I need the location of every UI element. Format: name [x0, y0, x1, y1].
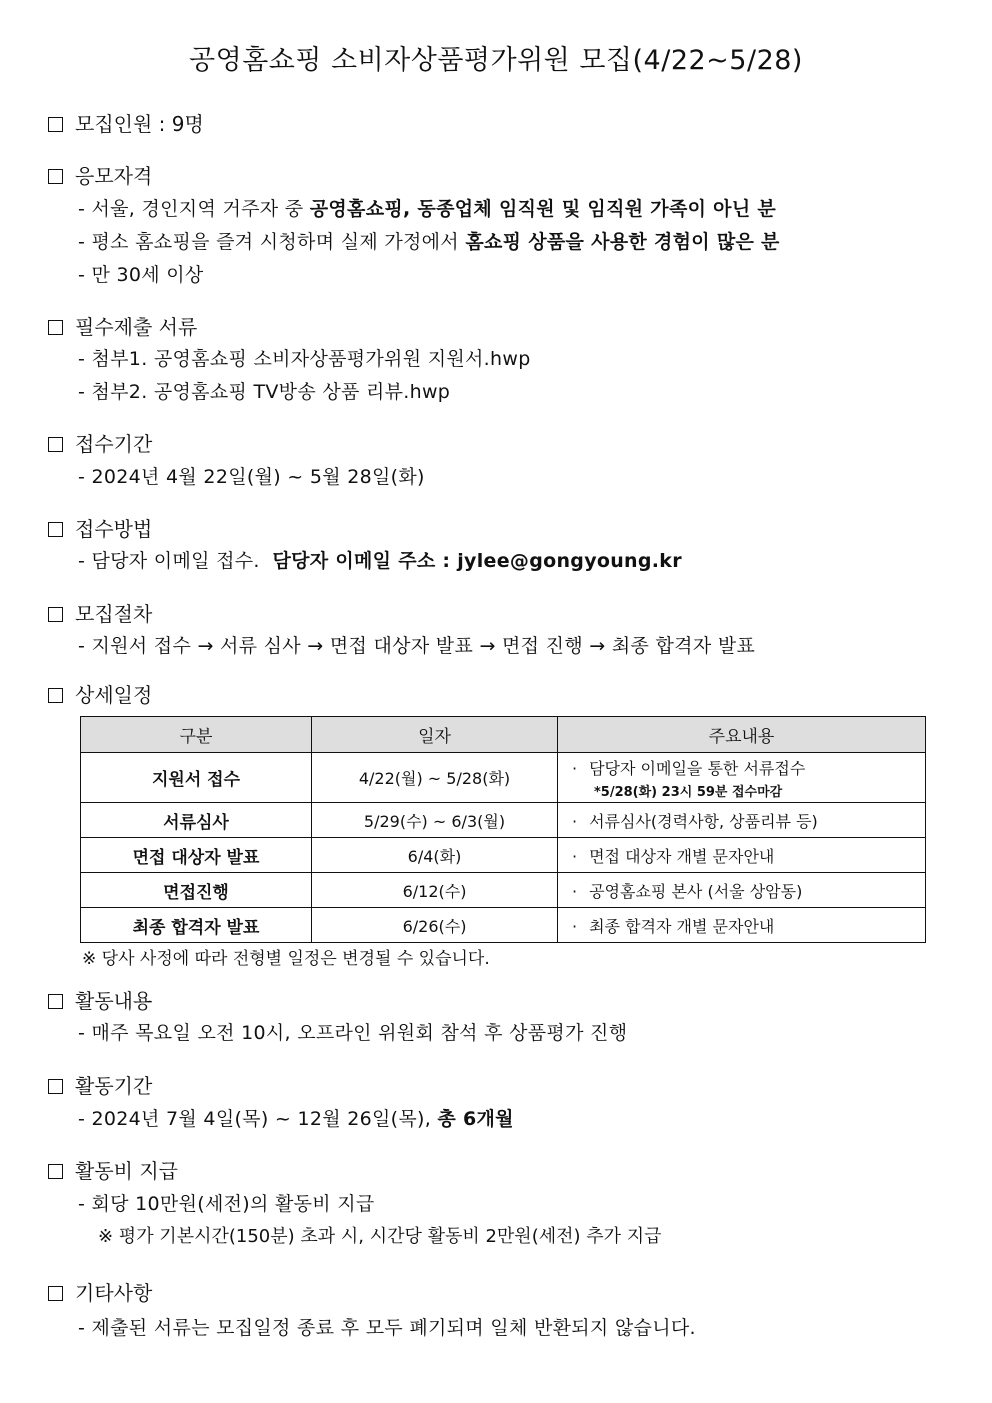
cell-date: 6/4(화) [312, 838, 558, 873]
checkbox-square-icon [48, 169, 63, 184]
section-heading: 접수방법 [75, 517, 153, 541]
header-date: 일자 [312, 717, 558, 753]
content-text: 담당자 이메일을 통한 서류접수 [589, 758, 806, 778]
section-heading: 활동내용 [75, 989, 153, 1013]
section-documents [48, 312, 197, 342]
table-row [81, 753, 926, 803]
method-line-1 [78, 546, 682, 576]
section-heading: 모집절차 [75, 602, 153, 626]
cell-date: 6/12(수) [312, 873, 558, 908]
payment-note: ※ 평가 기본시간(150분) 초과 시, 시간당 활동비 2만원(세전) 추가 지급 [98, 1226, 662, 1247]
cell-content [558, 908, 926, 943]
content-text: 공영홈쇼핑 본사 (서울 상암동) [589, 881, 803, 901]
text: - 2024년 7월 4일(목) ~ 12월 26일(목), [78, 1108, 438, 1130]
section-heading: 기타사항 [75, 1281, 153, 1305]
schedule-note: ※ 당사 사정에 따라 전형별 일정은 변경될 수 있습니다. [82, 949, 490, 969]
cell-content [558, 803, 926, 838]
section-activity-period [48, 1071, 152, 1101]
checkbox-square-icon [48, 522, 63, 537]
cell-stage: 면접진행 [81, 873, 312, 908]
checkbox-square-icon [48, 320, 63, 335]
checkbox-square-icon [48, 688, 63, 703]
qualification-line-1 [78, 194, 776, 224]
text: - 서울, 경인지역 거주자 중 [78, 198, 310, 220]
checkbox-square-icon [48, 1286, 63, 1301]
table-header-row [81, 717, 926, 753]
cell-stage: 서류심사 [81, 803, 312, 838]
activity-period-line-1 [78, 1104, 514, 1134]
table-row [81, 873, 926, 908]
email-text: 담당자 이메일 주소 : jylee@gongyoung.kr [272, 550, 682, 572]
section-heading: 응모자격 [75, 164, 153, 188]
content-text: 최종 합격자 개별 문자안내 [589, 916, 775, 936]
cell-stage: 최종 합격자 발표 [81, 908, 312, 943]
bullet-dot: · [572, 846, 578, 866]
checkbox-square-icon [48, 1079, 63, 1094]
section-qualification [48, 161, 152, 191]
table-row [81, 803, 926, 838]
checkbox-square-icon [48, 117, 63, 132]
section-heading: 필수제출 서류 [75, 315, 198, 339]
schedule-table [80, 716, 926, 943]
table-row [81, 908, 926, 943]
section-activity [48, 986, 152, 1016]
section-period [48, 429, 152, 459]
period-line-1: - 2024년 4월 22일(월) ~ 5월 28일(화) [78, 466, 425, 488]
checkbox-square-icon [48, 607, 63, 622]
bullet-dot: · [572, 916, 578, 936]
text: - 평소 홈쇼핑을 즐겨 시청하며 실제 가정에서 [78, 231, 466, 253]
cell-date: 6/26(수) [312, 908, 558, 943]
activity-line-1: - 매주 목요일 오전 10시, 오프라인 위원회 참석 후 상품평가 진행 [78, 1022, 628, 1044]
section-etc [48, 1278, 152, 1308]
bullet-dot: · [572, 881, 578, 901]
cell-stage: 지원서 접수 [81, 753, 312, 803]
etc-line-1: - 제출된 서류는 모집일정 종료 후 모두 폐기되며 일체 반환되지 않습니다. [78, 1317, 696, 1339]
procedure-line-1: - 지원서 접수 → 서류 심사 → 면접 대상자 발표 → 면접 진행 → 최종 합격자 발표 [78, 635, 756, 657]
payment-line-1: - 회당 10만원(세전)의 활동비 지급 [78, 1193, 375, 1215]
section-procedure [48, 599, 152, 629]
documents-line-1: - 첨부1. 공영홈쇼핑 소비자상품평가위원 지원서.hwp [78, 348, 531, 370]
qualification-line-3: - 만 30세 이상 [78, 264, 204, 286]
section-heading: 활동기간 [75, 1074, 153, 1098]
section-heading: 모집인원 : 9명 [75, 112, 204, 136]
bullet-dot: · [572, 758, 578, 778]
page-title: 공영홈쇼핑 소비자상품평가위원 모집(4/22~5/28) [189, 45, 803, 76]
bullet-dot: · [572, 811, 578, 831]
header-stage: 구분 [81, 717, 312, 753]
header-content: 주요내용 [558, 717, 926, 753]
content-text: 면접 대상자 개별 문자안내 [589, 846, 775, 866]
section-schedule [48, 680, 152, 710]
documents-line-2: - 첨부2. 공영홈쇼핑 TV방송 상품 리뷰.hwp [78, 381, 451, 403]
cell-date: 5/29(수) ~ 6/3(월) [312, 803, 558, 838]
cell-content [558, 873, 926, 908]
content-text: 서류심사(경력사항, 상품리뷰 등) [589, 811, 818, 831]
cell-date: 4/22(월) ~ 5/28(화) [312, 753, 558, 803]
bold-text: 공영홈쇼핑, 동종업체 임직원 및 임직원 가족이 아닌 분 [309, 198, 777, 220]
checkbox-square-icon [48, 437, 63, 452]
qualification-line-2 [78, 227, 780, 257]
cell-stage: 면접 대상자 발표 [81, 838, 312, 873]
table-row [81, 838, 926, 873]
cell-content [558, 753, 926, 803]
section-recruit-count [48, 109, 204, 139]
section-method [48, 514, 152, 544]
section-heading: 접수기간 [75, 432, 153, 456]
cell-content [558, 838, 926, 873]
section-payment [48, 1156, 178, 1186]
checkbox-square-icon [48, 994, 63, 1009]
text: - 담당자 이메일 접수. [78, 550, 273, 572]
deadline-note: *5/28(화) 23시 59분 접수마감 [594, 784, 783, 800]
bold-text: 총 6개월 [437, 1108, 514, 1130]
checkbox-square-icon [48, 1164, 63, 1179]
section-heading: 활동비 지급 [75, 1159, 178, 1183]
section-heading: 상세일정 [75, 683, 153, 707]
bold-text: 홈쇼핑 상품을 사용한 경험이 많은 분 [465, 231, 780, 253]
